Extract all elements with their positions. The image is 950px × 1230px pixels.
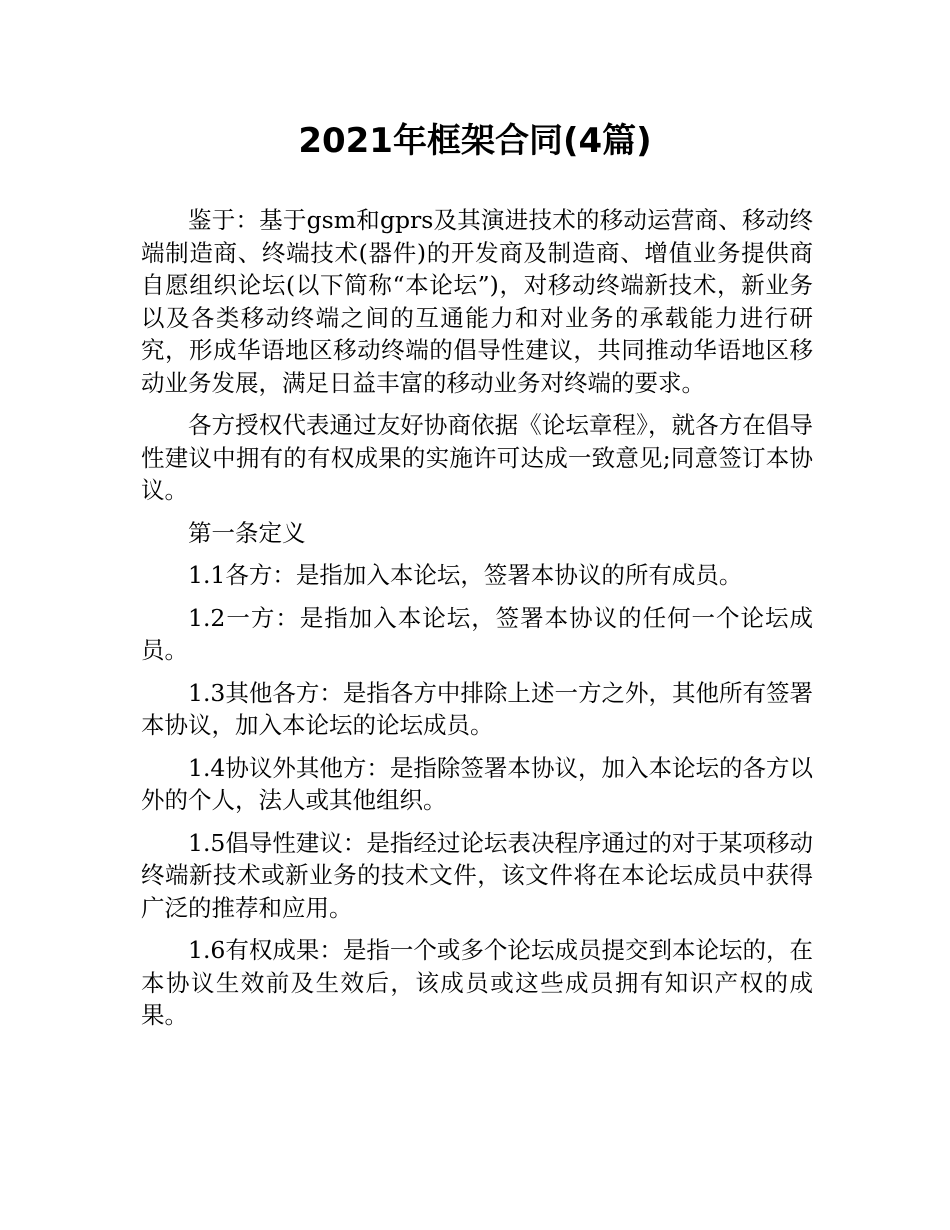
clause-1-4: 1.4协议外其他方：是指除签署本协议，加入本论坛的各方以外的个人，法人或其他组织。 bbox=[141, 753, 813, 814]
clause-1-3: 1.3其他各方：是指各方中排除上述一方之外，其他所有签署本协议，加入本论坛的论坛成员。 bbox=[141, 678, 813, 739]
section-heading-definitions: 第一条定义 bbox=[188, 518, 306, 547]
clause-1-2: 1.2一方：是指加入本论坛，签署本协议的任何一个论坛成员。 bbox=[141, 603, 813, 664]
paragraph-agreement: 各方授权代表通过友好协商依据《论坛章程》，就各方在倡导性建议中拥有的有权成果的实施许可达成一致意见;同意签订本协议。 bbox=[141, 411, 813, 504]
paragraph-preamble: 鉴于：基于gsm和gprs及其演进技术的移动运营商、移动终端制造商、终端技术(器件)的开发商及制造商、增值业务提供商自愿组织论坛(以下简称“本论坛”)，对移动终端新技术，新业务以及各类移动终端之间的互通能力和对业务的承载能力进行研究，形成华语地区移动终端的倡导性建议，共同推动华语地区移动业务发展，满足日益丰富的移动业务对终端的要求。 bbox=[141, 206, 813, 397]
clause-1-5: 1.5倡导性建议：是指经过论坛表决程序通过的对于某项移动终端新技术或新业务的技术文件，该文件将在本论坛成员中获得广泛的推荐和应用。 bbox=[141, 828, 813, 922]
document-body bbox=[141, 204, 813, 1042]
clause-1-1: 1.1各方：是指加入本论坛，签署本协议的所有成员。 bbox=[188, 561, 743, 589]
document-title: 2021年框架合同(4篇) bbox=[298, 121, 652, 161]
clause-1-6: 1.6有权成果：是指一个或多个论坛成员提交到本论坛的，在本协议生效前及生效后，该成员或这些成员拥有知识产权的成果。 bbox=[141, 936, 813, 1029]
